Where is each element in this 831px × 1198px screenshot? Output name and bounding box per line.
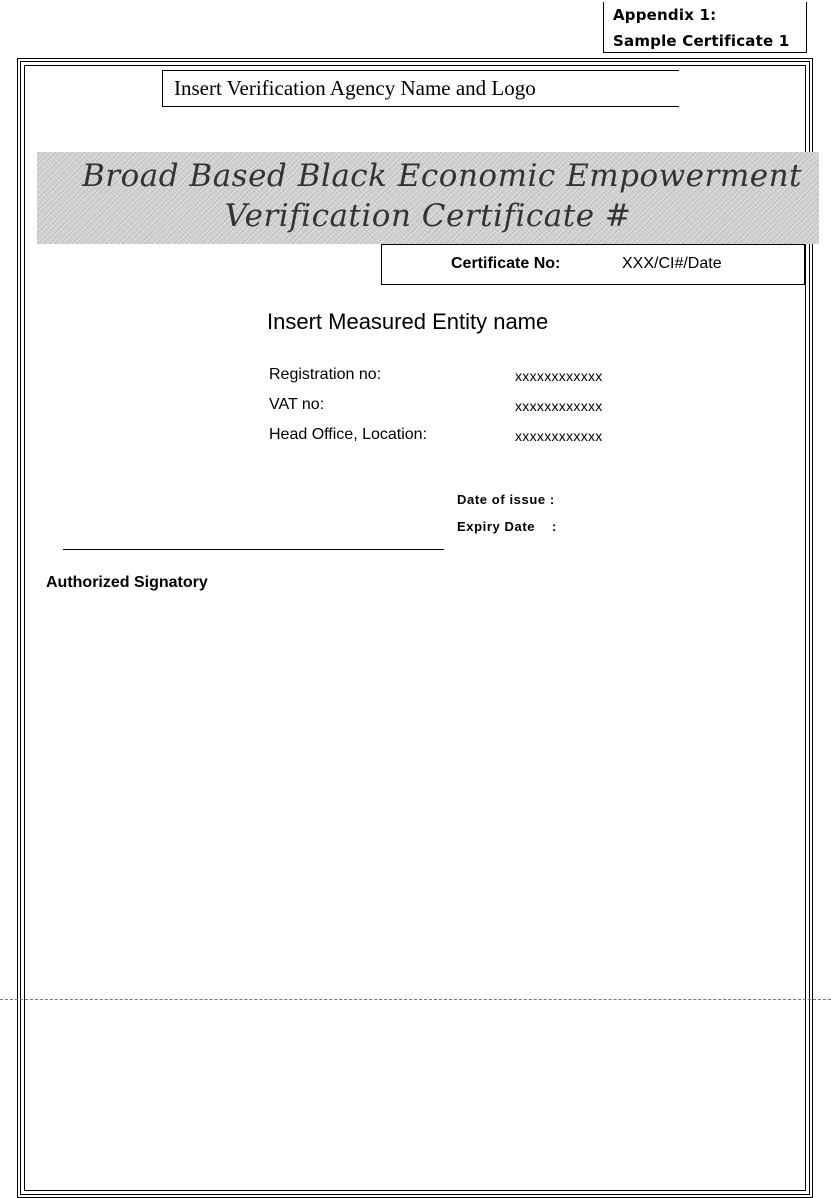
certificate-title-banner <box>37 152 819 244</box>
date-of-issue-label: Date of issue : <box>457 492 555 507</box>
certificate-number-value: XXX/CI#/Date <box>622 255 722 272</box>
vat-value: xxxxxxxxxxxx <box>515 398 603 414</box>
appendix-box <box>603 2 807 53</box>
measured-entity-name: Insert Measured Entity name <box>267 309 549 334</box>
certificate-title-line2: Verification Certificate # <box>224 198 632 234</box>
authorized-signatory-label: Authorized Signatory <box>46 574 208 591</box>
head-office-value: xxxxxxxxxxxx <box>515 428 603 444</box>
registration-label: Registration no: <box>269 366 382 383</box>
agency-name-box <box>162 70 679 107</box>
signature-line <box>63 549 444 550</box>
certificate-number-label: Certificate No: <box>451 255 561 272</box>
vat-label: VAT no: <box>269 396 325 413</box>
agency-name-placeholder: Insert Verification Agency Name and Logo <box>174 76 536 100</box>
expiry-date-label: Expiry Date : <box>457 519 557 534</box>
appendix-title: Appendix 1: <box>613 6 717 24</box>
head-office-label: Head Office, Location: <box>269 426 428 443</box>
certificate-number-box <box>381 244 805 285</box>
registration-value: xxxxxxxxxxxx <box>515 368 603 384</box>
cut-line <box>0 999 831 1000</box>
certificate-title-line1: Broad Based Black Economic Empowerment <box>81 158 803 194</box>
appendix-subtitle: Sample Certificate 1 <box>613 32 790 50</box>
